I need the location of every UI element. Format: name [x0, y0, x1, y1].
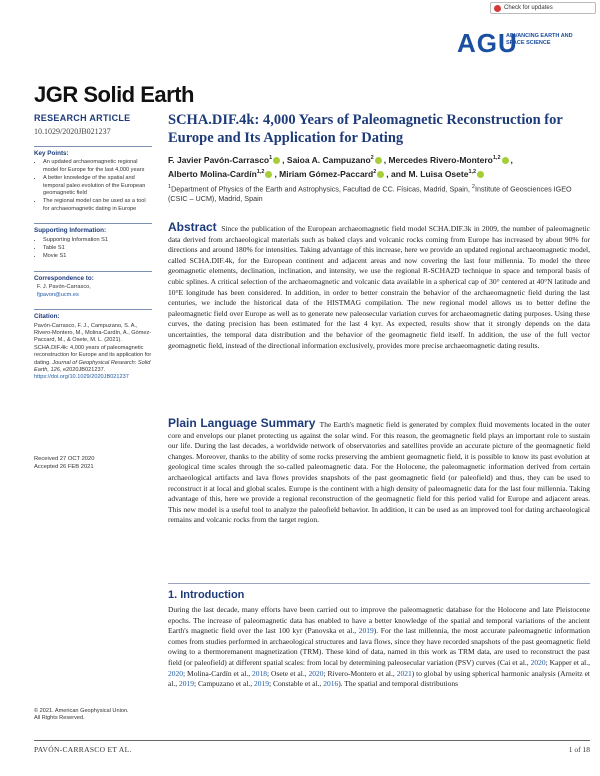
key-points-heading: Key Points: [34, 150, 69, 157]
affil-sup: 2 [373, 168, 377, 175]
citation-link[interactable]: 2018 [252, 668, 268, 678]
page-number: 1 of 18 [568, 745, 590, 754]
citation-article-number: e2020JB021237. [62, 366, 106, 373]
introduction-heading: 1. Introduction [168, 589, 245, 601]
pls-text: The Earth's magnetic field is generated by complex fluid movements located in the outer core and envelops our planet protecting us against the solar wind. For this reason, the geomagnetic field plays an important role to sustain our life. During the last decades, a worldwide network of observatories and satellites provide an accurate picture of the geomagnetic field changes. Moreover, thanks to the ability of some rocks preserving the ambient geomagnetic field, it is possible to know its past evolution at geological time scales through the so-called paleomagnetic data. For the Holocene, the paleomagnetic information derived from certain archaeological artifacts and lava flows provides snapshots of the past geomagnetic field (or paleofield) and thus, they can be used to reconstruct it at local and global scales. Europe is the continent with a high density of paleomagnetic data for the last four millennia. Taking advantage of this, here we provide a regional reconstruction of the geomagnetic field for this period valid for Europe and adjacent areas. This new model is a useful tool to analyze the paleofield behavior. In addition, it can be used as an improved tool for dating archaeological remains and volcanic rocks from the target region. [168, 420, 590, 525]
citation-link[interactable]: 2019 [358, 626, 374, 636]
agu-tagline: ADVANCING EARTH AND SPACE SCIENCE [506, 33, 573, 46]
orcid-icon[interactable] [273, 157, 280, 164]
sidebar-divider [34, 271, 152, 272]
correspondence-name: F. J. Pavón-Carrasco, [37, 284, 91, 291]
introduction-text [168, 605, 590, 690]
supporting-heading: Supporting Information: [34, 227, 107, 235]
correspondence-email[interactable]: fjpavon@ucm.es [37, 291, 79, 298]
supporting-item[interactable]: • Movie S1 [43, 253, 152, 260]
abstract-text: Since the publication of the European archaeomagnetic field model SCHA.DIF.3k in 2009, the number of paleomagnetic data derived from archaeological materials such as baked clays and volcanic rocks coming from Europe has increased by about 90% for directions and around 180% for intensities. Taking advantage of this increase, here we provide an updated regional archaeomagnetic model, called SCHA.DIF.4k, for the European continent and adjacent areas and now covering the last four millennia. To model the three geomagnetic elements, declination, inclination, and intensity, we use the regional R-SCHA2D technique in space and temporal basis of cubic splines. A critical selection of the archaeomagnetic and volcanic data available in a spherical cap of 30° centered at 40°N latitude and 10°E longitude has been considered. In addition, in order to better constrain the behavior of the archaeomagnetic field during the last centuries, we include the historical data of the HISTMAG compilation. The new regional model allows us to better define the paleomagnetic field over Europe as well as to generate new paleosecular variation curves for archaeomagnetic dating purposes. Using these curves, the dating precision has been estimated for the last 4 kyr. As expected, results show that it strongly depends on the data uncertainties, the temporal data distribution and the behavior of the geomagnetic field itself. In addition, the use of the full vector geomagnetic field, instead of the directional information exclusively, provides more precise archaeomagnetic dating results. [168, 224, 591, 350]
orcid-icon[interactable] [375, 157, 382, 164]
abstract-section [168, 222, 590, 351]
footer-divider [34, 740, 590, 741]
sidebar [34, 146, 152, 392]
citation-link[interactable]: 2019 [179, 679, 195, 689]
supporting-item[interactable]: • Table S1 [43, 245, 152, 252]
sidebar-divider [34, 146, 152, 147]
received-date: Received 27 OCT 2020 [34, 456, 95, 462]
key-point: • A better knowledge of the spatial and temporal paleo evolution of the European geomagnetic field [43, 175, 152, 197]
affil-sup: 1,2 [492, 155, 501, 161]
affil-sup: 2 [370, 155, 374, 161]
author-name[interactable]: M. Luisa Osete [408, 168, 469, 179]
affiliations [168, 182, 588, 204]
key-points-block [34, 146, 152, 213]
affiliation-2: Institute of Geosciences IGEO (CSIC – UCM), Madrid, Spain [168, 184, 572, 204]
supporting-item[interactable]: • Supporting Information S1 [43, 237, 152, 244]
intro-fragment: During the last decade, many efforts have been carried out to improve the paleomagnetic database for the Holocene and late Pleistocene epochs. The increase of paleomagnetic data has enabled to have a better knowledge of the spatial and temporal variations of the ancient Earth's magnetic field over the last 100 kyr (Panovska et al., [168, 605, 590, 636]
copyright-line: All Rights Reserved. [34, 715, 85, 722]
affil-sup: 1,2 [256, 168, 265, 175]
update-icon [494, 5, 501, 12]
intro-fragment: ; Constable et al., [269, 679, 324, 689]
author-name[interactable]: Saioa A. Campuzano [286, 154, 371, 165]
author-name[interactable]: Mercedes Rivero-Montero [388, 154, 493, 165]
citation-doi-link[interactable]: https://doi.org/10.1029/2020JB021237 [34, 374, 129, 381]
supporting-info-block [34, 223, 152, 261]
article-doi[interactable]: 10.1029/2020JB021237 [34, 127, 111, 136]
citation-text: Pavón-Carrasco, F. J., Campuzano, S. A., Rivero-Montero, M., Molina-Cardín, A., Gómez-Paccard, M., & Osete, M. L. (2021). SCHA.DIF.4k: 4,000 years of paleomagnetic reconstruction for Europe and its application for dating. [34, 322, 152, 366]
citation-link[interactable]: 2020 [308, 668, 324, 678]
author-name[interactable]: F. Javier Pavón-Carrasco [168, 154, 270, 165]
key-point: • An updated archaeomagnetic regional model for Europe for the last 4,000 years [43, 159, 152, 174]
key-point: • The regional model can be used as a tool for archaeomagnetic dating in Europe [43, 198, 152, 213]
citation-link[interactable]: 2020 [530, 657, 546, 667]
author-name[interactable]: Alberto Molina-Cardín [168, 168, 257, 179]
section-divider [168, 583, 590, 584]
intro-fragment: ). For the last millennia, the most accurate paleomagnetic information comes from studies performed in archaeological structures and lava flows, since they have recorded snapshots of the past geomagnetic field owing to a thermoremanent magnetization (TRM). These kind of data, named in this work as TRM data, are used to reconstruct the past field (or paleofield) at different spatial scales: from local by determining paleosecular variation (PSV) curves (Cai et al., [168, 626, 590, 667]
orcid-icon[interactable] [477, 171, 484, 178]
sidebar-divider [34, 223, 152, 224]
citation-link[interactable]: 2016 [323, 679, 339, 689]
affil-sup: 1 [168, 184, 172, 190]
citation-block [34, 309, 152, 382]
intro-fragment: ; Molina-Cardín et al., [183, 668, 253, 678]
citation-journal: Journal of Geophysical Research: Solid Earth, 126, [34, 359, 151, 373]
abstract-heading: Abstract [168, 220, 217, 234]
agu-logo: AGU [457, 28, 518, 58]
article-type: RESEARCH ARTICLE [34, 113, 131, 123]
intro-fragment: ; Kapper et al., [545, 657, 591, 667]
intro-fragment: ) to global by using spherical harmonic analysis (Arneitz et al., [168, 668, 590, 689]
check-for-updates-button[interactable] [490, 2, 596, 14]
plain-language-summary [168, 418, 590, 526]
intro-fragment: ). The spatial and temporal distributions [338, 679, 459, 689]
affil-sup: 1,2 [468, 168, 477, 175]
citation-link[interactable]: 2019 [254, 679, 270, 689]
intro-fragment: ; Osete et al., [267, 668, 309, 678]
publication-dates [34, 455, 94, 471]
author-list: F. Javier Pavón-Carrasco$^1$ , Saioa A. Campuzano$^2$ , Mercedes Rivero-Montero$^{1,2}$ , Alberto Molina-Cardín$^{1,2}$ , Miriam Gómez-Paccard$^2$ , and M. Luisa Osete$^{1,2}$ [168, 154, 513, 179]
intro-fragment: ; Rivero-Montero et al., [323, 668, 397, 678]
copyright [34, 708, 129, 723]
paper-title: SCHA.DIF.4k: 4,000 Years of Paleomagnetic Reconstruction for Europe and Its Application for Dating [168, 112, 563, 146]
footer-authors: PAVÓN-CARRASCO ET AL. [34, 745, 132, 754]
orcid-icon[interactable] [377, 171, 384, 178]
intro-fragment: ; Campuzano et al., [194, 679, 255, 689]
check-updates-label: Check for updates [504, 5, 553, 11]
citation-heading: Citation: [34, 313, 60, 321]
orcid-icon[interactable] [502, 157, 509, 164]
correspondence-block [34, 271, 152, 299]
citation-link[interactable]: 2021 [396, 668, 412, 678]
pls-heading: Plain Language Summary [168, 416, 316, 430]
affil-sup: 2 [471, 184, 475, 190]
sidebar-divider [34, 309, 152, 310]
orcid-icon[interactable] [265, 171, 272, 178]
accepted-date: Accepted 26 FEB 2021 [34, 464, 94, 470]
affiliation-1: Department of Physics of the Earth and Astrophysics, Facultad de CC. Físicas, Madrid, Spain, [171, 184, 470, 194]
journal-title: JGR Solid Earth [34, 82, 194, 107]
affil-sup: 1 [269, 155, 273, 161]
author-name[interactable]: Miriam Gómez-Paccard [279, 168, 374, 179]
copyright-line: © 2021. American Geophysical Union. [34, 708, 129, 714]
correspondence-heading: Correspondence to: [34, 274, 94, 282]
citation-link[interactable]: 2020 [168, 668, 183, 678]
